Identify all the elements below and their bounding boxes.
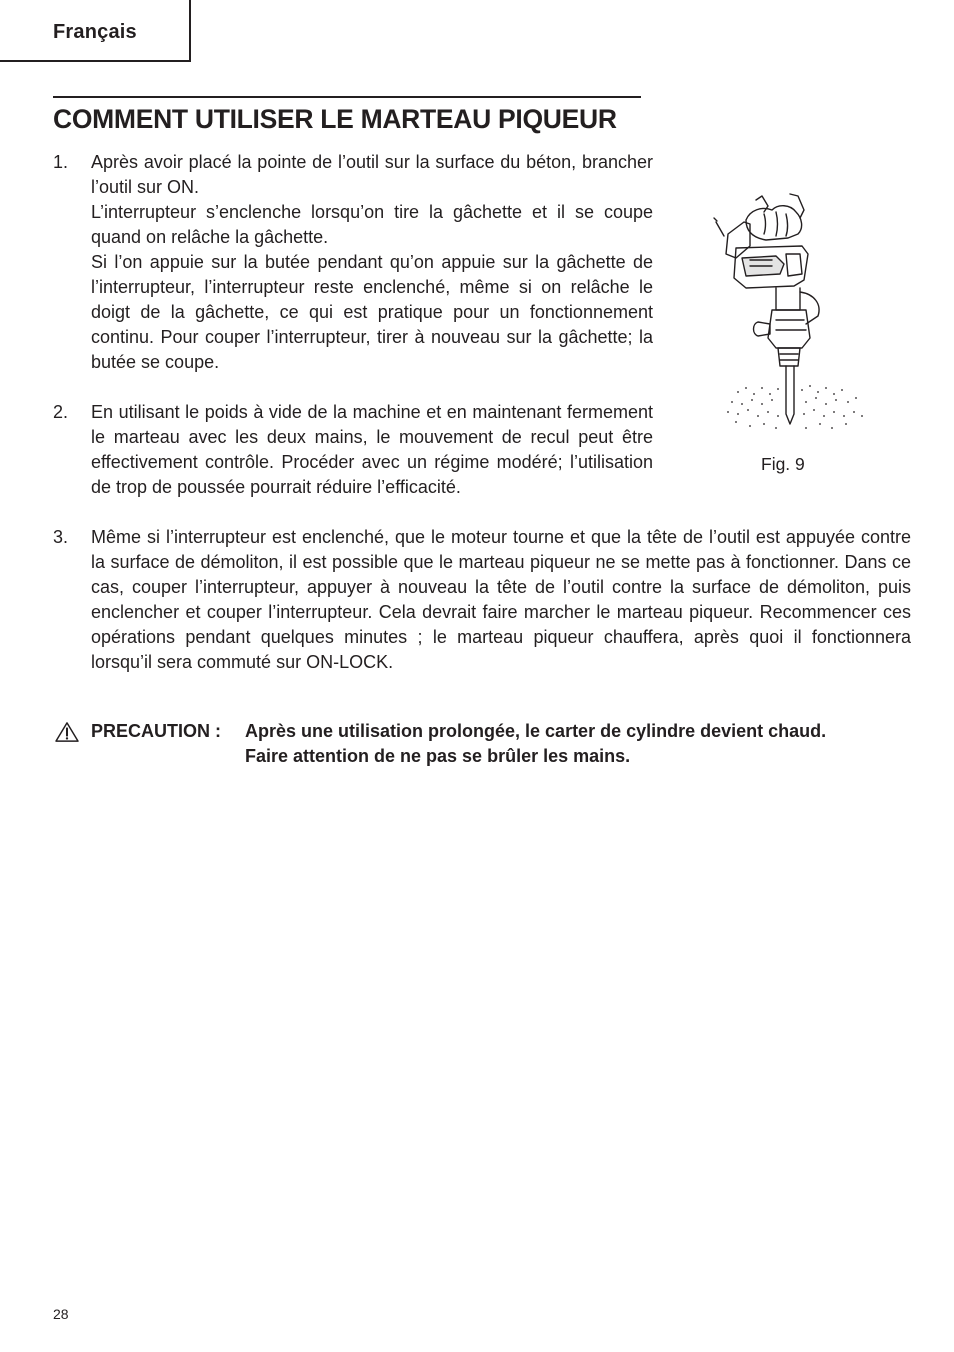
paragraph: Si l’on appuie sur la butée pendant qu’on appuie sur la gâchette de l’interrupteur, l’interrupteur reste enclenché, même si on relâche le doigt de la gâchette, ce qui est pratique pour un fonctionnement continu. Pour couper l’interrupteur, tirer à nouveau sur la gâchette; la butée se coupe. bbox=[91, 252, 653, 372]
language-label: Français bbox=[53, 21, 137, 43]
caution-line: Après une utilisation prolongée, le carter de cylindre devient chaud. bbox=[245, 721, 827, 741]
demolition-hammer-illustration bbox=[706, 188, 870, 438]
list-item-number: 2. bbox=[53, 402, 69, 422]
figure-caption: Fig. 9 bbox=[761, 454, 805, 474]
caution-label: PRECAUTION : bbox=[91, 721, 221, 741]
paragraph: Même si l’interrupteur est enclenché, que le moteur tourne et que la tête de l’outil est appuyée contre la surface de démoliton, il est possible que le marteau piqueur ne se mette pas à fonctionner. Dans ce cas, couper l’interrupteur, appuyer à nouveau la tête de l’outil contre la surface de démoliton, puis enclencher et couper l’interrupteur. Cela devrait faire marcher le marteau piqueur. Recommencer ces opérations pendant quelques minutes ; le marteau piqueur chauffera, après quoi il fonctionnera lorsqu’il sera commuté sur ON-LOCK. bbox=[91, 527, 911, 672]
warning-triangle-icon bbox=[53, 721, 81, 743]
page-number: 28 bbox=[53, 1306, 69, 1322]
caution-line: Faire attention de ne pas se brûler les mains. bbox=[245, 746, 631, 766]
paragraph: L’interrupteur s’enclenche lorsqu’on tire la gâchette et il se coupe quand on relâche la gâchette. bbox=[91, 202, 653, 247]
caution-message bbox=[245, 719, 911, 769]
list-item-number: 1. bbox=[53, 152, 69, 172]
list-item-text bbox=[91, 400, 653, 500]
paragraph: Après avoir placé la pointe de l’outil sur la surface du béton, brancher l’outil sur ON. bbox=[91, 152, 653, 197]
list-item-text bbox=[91, 525, 911, 675]
list-item-text bbox=[91, 150, 653, 375]
language-tab bbox=[0, 0, 191, 62]
list-item-number: 3. bbox=[53, 527, 69, 547]
paragraph: En utilisant le poids à vide de la machine et en maintenant fermement le marteau avec les deux mains, le mouvement de recul peut être effectivement contrôle. Procéder avec un régime modéré; l’utilisation de trop de poussée pourrait réduire l’efficacité. bbox=[91, 402, 653, 497]
section-title: COMMENT UTILISER LE MARTEAU PIQUEUR bbox=[53, 96, 641, 134]
